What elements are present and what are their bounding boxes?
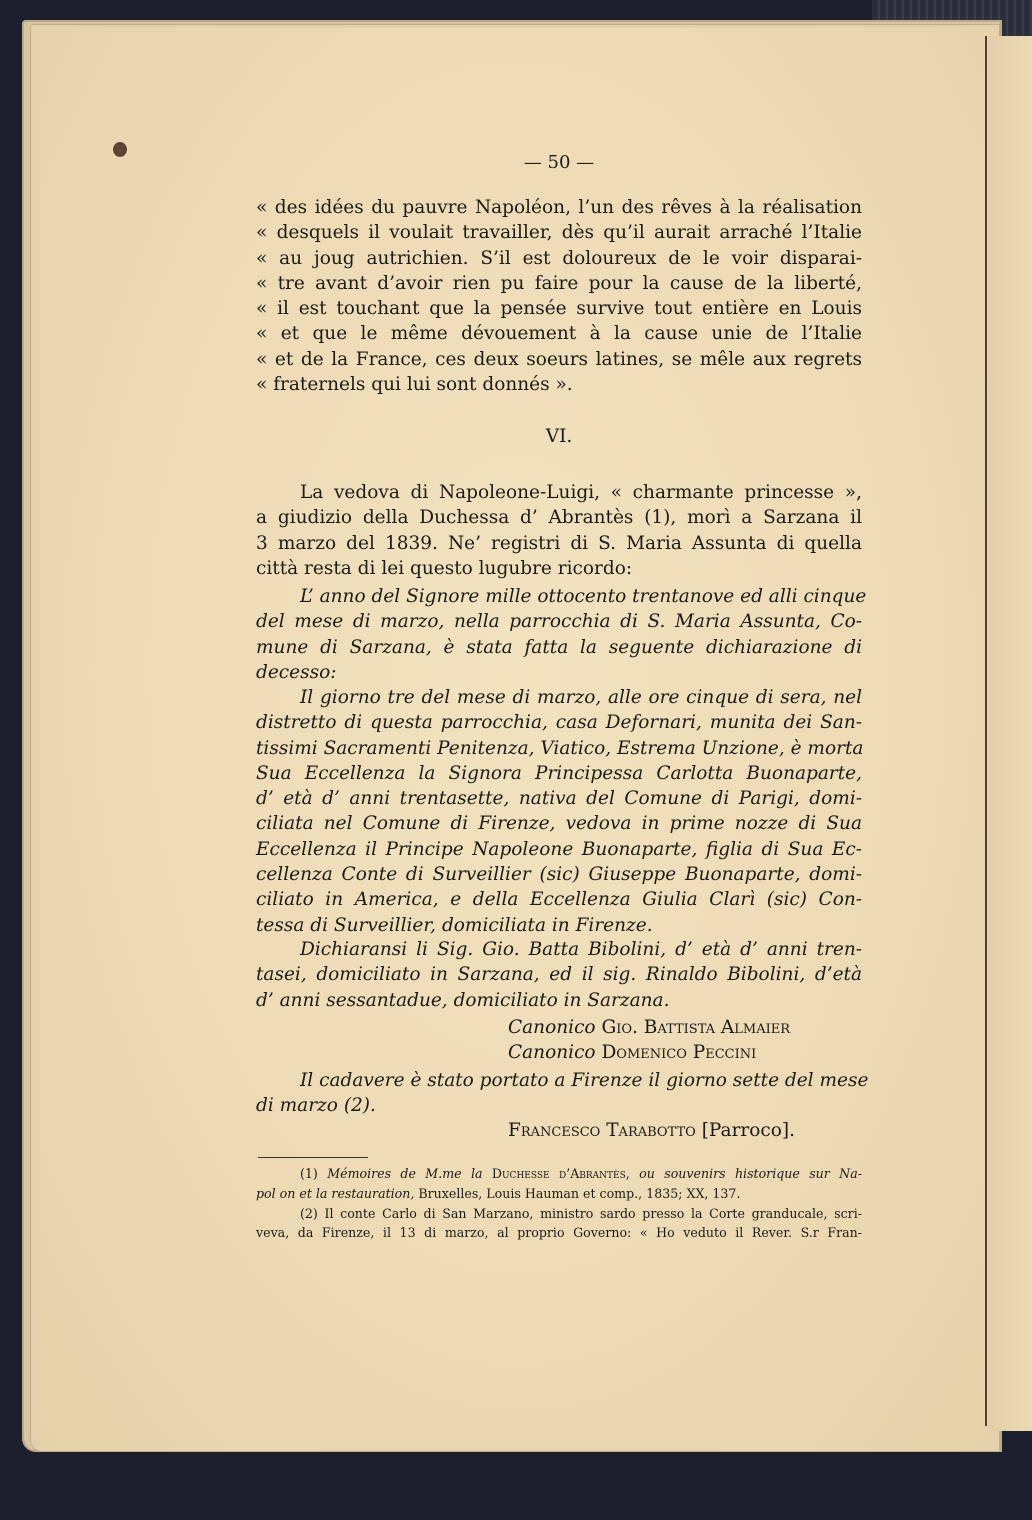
record-line: ciliato in America, e della Eccellenza Giulia Clarì (sic) Con- [256, 889, 862, 911]
record-line: di marzo (2). [256, 1095, 376, 1117]
priest-role: [Parroco]. [701, 1120, 795, 1141]
footnote-title: pol on et la restauration, [256, 1185, 415, 1201]
record-line: Il giorno tre del mese di marzo, alle ore cinque di sera, nel [300, 687, 862, 708]
footnote-imprint: Bruxelles, Louis Hauman et comp., 1835; XX, 137. [418, 1185, 741, 1201]
facing-page-edge [988, 36, 1032, 1431]
record-line: Il cadavere è stato portato a Firenze il giorno sette del mese [300, 1070, 869, 1091]
quote-line: « des idées du pauvre Napoléon, l’un des rêves à la réalisation [256, 197, 862, 218]
page-number: — 50 — [523, 152, 595, 173]
french-quotation [256, 195, 862, 397]
record-line: ciliata nel Comune di Firenze, vedova in prime nozze di Sua [256, 813, 862, 835]
paper-stain [113, 142, 127, 157]
footnote-author: Duchesse d’Abrantès, [491, 1166, 630, 1181]
quote-line: « il est touchant que la pensée survive tout entière en Louis [256, 298, 862, 320]
signature-title: Canonico [508, 1017, 596, 1038]
footnote-title: Mémoires de M.me la [327, 1166, 483, 1181]
death-record-opening [256, 584, 867, 685]
quote-line: « et que le même dévouement à la cause unie de l’Italie [256, 323, 862, 345]
record-line: cellenza Conte di Surveillier (sic) Giuseppe Buonaparte, domi- [256, 864, 862, 886]
record-line: Sua Eccellenza la Signora Principessa Carlotta Buonaparte, [256, 762, 862, 784]
record-line: del mese di marzo, nella parrocchia di S. Maria Assunta, Co- [256, 611, 862, 633]
record-line: d’ anni sessantadue, domiciliato in Sarzana. [256, 989, 670, 1011]
paragraph-line: La vedova di Napoleone-Luigi, « charmante princesse », [300, 482, 862, 503]
record-line: decesso: [256, 661, 337, 683]
footnote-1-line [256, 1184, 862, 1204]
record-line: distretto di questa parrocchia, casa Defornari, munita dei San- [256, 712, 862, 734]
priest-name: Francesco Tarabotto [508, 1120, 696, 1141]
record-line: tessa di Surveillier, domiciliata in Firenze. [256, 914, 653, 936]
signature-name: Gio. Battista Almaier [601, 1017, 791, 1038]
parish-priest-signature [508, 1118, 868, 1143]
paragraph-line: a giudizio della Duchessa d’ Abrantès (1), morì a Sarzana il [256, 507, 862, 529]
signature-title: Canonico [508, 1042, 596, 1064]
signature-name: Domenico Peccini [601, 1042, 757, 1064]
footnote-2-line: (2) Il conte Carlo di San Marzano, ministro sardo presso la Corte granducale, scri- [300, 1205, 862, 1221]
footnotes [256, 1164, 862, 1243]
paragraph-intro [256, 480, 862, 581]
death-record-body [256, 685, 862, 938]
footnote-separator [258, 1157, 368, 1158]
footnote-2-line: veva, da Firenze, il 13 di marzo, al proprio Governo: « Ho veduto il Rever. S.r Fran- [256, 1225, 862, 1241]
record-line: tissimi Sacramenti Penitenza, Viatico, Estrema Unzione, è morta [256, 737, 864, 759]
book-gutter [985, 36, 987, 1426]
signatures [508, 1015, 868, 1066]
quote-line: « tre avant d’avoir rien pu faire pour la cause de la liberté, [256, 272, 862, 294]
footnote-title: ou souvenirs historique sur Na- [639, 1166, 862, 1181]
signature-line [508, 1015, 868, 1040]
footnote-marker: (1) [300, 1166, 318, 1181]
record-line: L’ anno del Signore mille ottocento trentanove ed alli cinque [300, 586, 867, 607]
death-record-witnesses [256, 937, 862, 1013]
quote-line: « desquels il voulait travailler, dès qu’il aurait arraché l’Italie [256, 222, 862, 244]
paragraph-line: 3 marzo del 1839. Ne’ registri di S. Maria Assunta di quella [256, 532, 862, 554]
quote-line: « fraternels qui lui sont donnés ». [256, 374, 573, 396]
signature-line [508, 1040, 868, 1065]
quote-line: « au joug autrichien. S’il est doloureux de le voir disparai- [256, 247, 862, 269]
record-line: d’ età d’ anni trentasette, nativa del Comune di Parigi, domi- [256, 788, 862, 810]
record-line: Dichiaransi li Sig. Gio. Batta Bibolini, d’ età d’ anni tren- [300, 939, 862, 960]
quote-line: « et de la France, ces deux soeurs latines, se mêle aux regrets [256, 348, 862, 370]
paragraph-line: città resta di lei questo lugubre ricordo: [256, 557, 633, 579]
signature-line [508, 1118, 868, 1143]
record-line: mune di Sarzana, è stata fatta la seguente dichiarazione di [256, 636, 862, 658]
death-record-burial [256, 1068, 869, 1119]
section-heading: VI. [545, 426, 573, 447]
footnote-1-line [256, 1164, 862, 1184]
record-line: Eccellenza il Principe Napoleone Buonaparte, figlia di Sua Ec- [256, 838, 862, 860]
record-line: tasei, domiciliato in Sarzana, ed il sig. Rinaldo Bibolini, d’età [256, 964, 862, 986]
